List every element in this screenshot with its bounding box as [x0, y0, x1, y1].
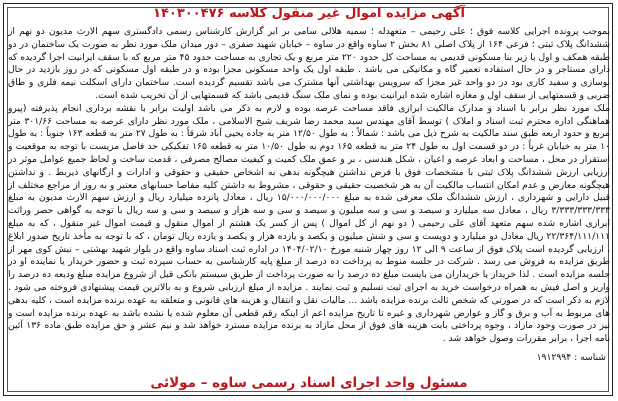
- notice-reference-id: شناسه : ۱۹۱۲۹۹۴: [536, 352, 606, 363]
- notice-paragraph-property: بموجب پرونده اجرایی کلاسه فوق ؛ علی رحیمی – متعهدله ؛ سمیه هلالی سامی بر ابر گزارش کارشناس رسمی دادگستری سهم الارث مدیون دو نهم از ششدانگ پلاک ثبتی ؛ فرعی ۱۶۴ از پلاک اصلی ۸۱ بخش ۲ ساوه واقع در ساوه – خیابان شهید صفری – دور میدان ملک مورد نظر به صورت یک ساختمان در دو طبقه همکف و اول با زیر بنا مسکونی قدیمی به مساحت کل حدود ۲۲۰ متر مربع و یک تجاری به مساحت حدود ۴۵ متر مربع که با سقف ایرانیت اجرا گردیده که دارای مستاجر و در حال استفاده تعمیر گاه و مکانیکی می باشد . طبقه اول یک واحد مسکونی مجزا بوده و در طبقه اول مسکونی که در روز بازدید در حال نوسازی و سفید کاری بود در دو واحد غیر مجزا که سرویس بهداشتی آنها مشترک می باشد تقسیم گردیده است. ساختمان دارای اسکلت نیمه فلزی و طاق ضربی و قسمتهایی از سقف اول و مغازه اشاره شده ایرانیت بوده و نمای ملک سنگ قدیمی باشد که قسمتهایی از آن تخریب شده است.: [8, 26, 610, 101]
- notice-signature: مسئول واحد اجرای اسناد رسمی ساوه – مولائی: [150, 375, 468, 391]
- notice-body: [8, 26, 610, 346]
- notice-paragraph-valuation: ملک مورد نظر برابر با اسناد و مدارک مالکیت ابرازی فاقد مساحت عرصه بوده و لازم به ذکر می باشد اولیت برابر با نقشه برداری انجام پذیرفته (پیرو هماهنگی اداره محترم ثبت اسناد و املاک ) توسط آقای مهندس سید محمد رضا شریف شیخ الاسلامی ، ملک مورد نظر دارای عرصه به مساحت ۳۰۱/۶۶ متر مربع و حدود اربعه طبق سند مالکیت به شرح ذیل می باشد : شمالاً : به طول ۱۲/۵۰ متر به جاده یحیی آباد شرقاً : به طول ۲۷ متر به قطعه ۱۶۳ جنوباً : به طول ۱۰ متر به خیابان غرباً : در دو قسمت اول به طول ۲۴ متر به قطعه ۱۶۵ دوم به طول ۱۰/۵۰ متر به قطعه ۱۶۵ تفکیکی حد فاصل مزیست با توجه به موقعیت و استقرار در محل ، مساحت و ابعاد عرصه و اعیان ، شکل هندسی ، بر و عمق ملک کمیت و کیفیت مصالح مصرفی ، قدمت ساخت و لحاظ جمیع عوامل موثر در ارزیابی ارزش ششدانگ پلاک ثبتی با مشخصات فوق با فرض نداشتن هیچگونه بدهی به اشخاص حقیقی و حقوقی و ادارات و ارگانهای ذیربط . و نداشتن هیچگونه معارض و عدم امکان انتساب مالکیت آن به هر شخصیت حقیقی و حقوقی ، مشروط به داشتن کلیه مفاصا حسابهای معتبر و به روز از مراجع مختلف از قبیل دارایی و شهرداری ، ارزش ششدانگ ملک معرفی شده به مبلغ ۱۵/۰۰۰/۰۰۰/۰۰۰ ریال ، معادل پانزده میلیارد ریال و ارزش سهم الارث مدیون به مبلغ ۳/۳۳۳/۳۳۳/۳۳۳ ریال ، معادل سه میلیارد و سیصد و سی و سه میلیون و سیصد و سی و سه هزار و سیصد و سی و سه ریال با توجه به گواهی حصر وراثت ابرازی اشاره شده سهم متعهد آقای علی رحیمی ( دو نهم از کل اموال ) پس از کسر یک هشتم از اموال منقول و قیمت اموال غیر منقول ، که به مبلغ ۲۲/۳۶۴/۱۱۱/۱۱۱ ریال معادل دو میلیارد و دویست و سی و شش میلیون و یکصد و یازده هزار و یکصد و یازده ریال تومان ، که با توجه به مأخذ تاریخ صدور ابلاغ ، ارزیابی گردیده است پلاک فوق از ساعت ۹ الی ۱۲ روز چهار شنبه مورخ ۱۴۰۴/۰۲/۱۰ در اداره ثبت اسناد ساوه واقع در بلوار شهید بهشتی – نبش کوی مهر از طریق مزایده به فروش می رسد . شرکت در جلسه منوط به پرداخت ده درصد از مبلغ پایه کارشناسی به حساب سپرده ثبت و حضور خریدار یا نماینده او در جلسه مزایده است . لذا خریدار یا خریداران می بایست مبلغ ده درصد را به صورت پرداخت از طریق سیستم بانکی قبل از شروع مزایده مبلغ ودیعه ده درصد را واریز و اصل فیش به همراه درخواست خرید به اجرای ثبت تسلیم و ثبت نمایند . مزایده از مبلغ ارزیابی شروع و به بالاترین قیمت پیشنهادی فروخته می شود . لازم به ذکر است که در صورتی که شخص ثالث برنده مزایده باشد ... مالیات نقل و انتقال و هزینه های قانونی و متعلقه به عهده برنده مزایده است ، کلیه بدهی های مربوط به آب و برق و گاز و عوارض شهرداری و غیره تا تاریخ مزایده اعم از اینکه رقم قطعی آن معلوم شده یا نشده باشد به عهده برنده مزایده است و نیز در صورت وجود مازاد ، وجوه پرداختی بابت هزینه های فوق از محل مازاد به برنده مزایده مسترد خواهد شد و نیم عشر و حق مزایده طبق ماده ۱۳۶ آئین نامه اجرا ، برابر مقررات وصول خواهد شد .: [8, 102, 611, 345]
- notice-title: آگهی مزایده اموال غیر منقول کلاسه ۱۴۰۳۰۰۴۷۶: [153, 6, 465, 21]
